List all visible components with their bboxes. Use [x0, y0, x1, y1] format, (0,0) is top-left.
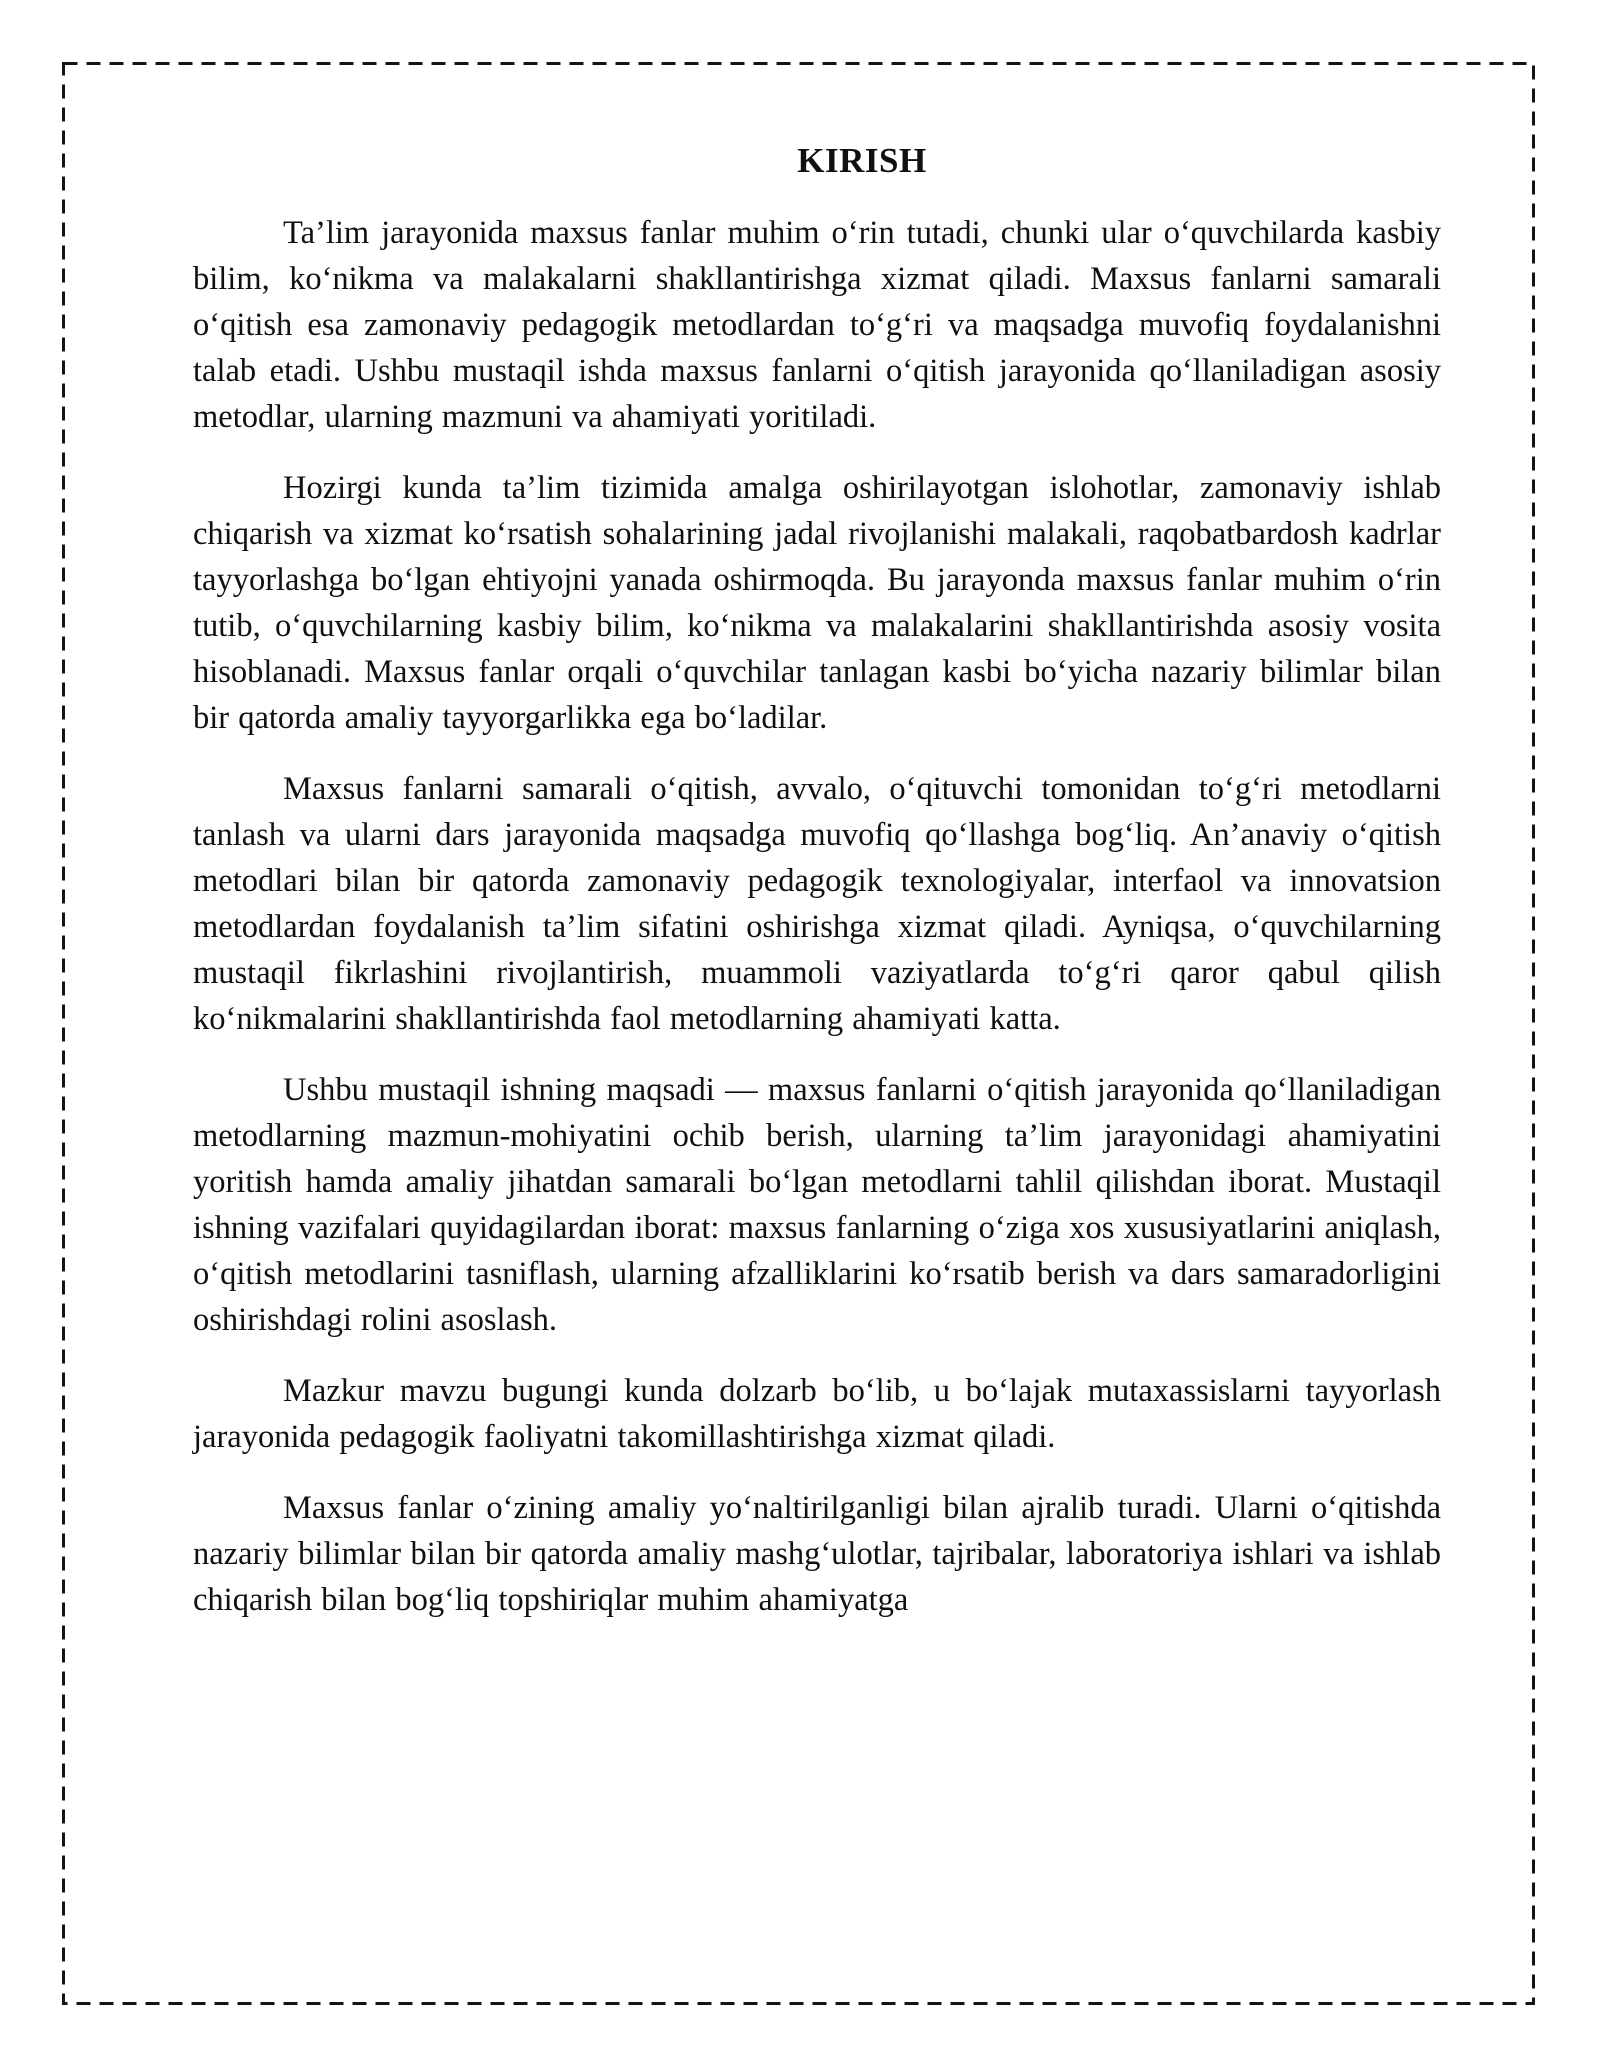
body-paragraph: Ta’lim jarayonida maxsus fanlar muhim oʻrin tutadi, chunki ular oʻquvchilarda kasbiy bilim, koʻnikma va malakalarni shakllantirishga xizmat qiladi. Maxsus fanlarni samarali oʻqitish esa zamonaviy pedagogik metodlardan toʻgʻri va maqsadga muvofiq foydalanishni talab etadi. Ushbu mustaqil ishda maxsus fanlarni oʻqitish jarayonida qoʻllaniladigan asosiy metodlar, ularning mazmuni va ahamiyati yoritiladi. — [193, 215, 1441, 435]
body-paragraph: Ushbu mustaqil ishning maqsadi — maxsus fanlarni oʻqitish jarayonida qoʻllaniladigan metodlarning mazmun-mohiyatini ochib berish, ularning ta’lim jarayonidagi ahamiyatini yoritish hamda amaliy jihatdan samarali boʻlgan metodlarni tahlil qilishdan iborat. Mustaqil ishning vazifalari quyidagilardan iborat: maxsus fanlarning oʻziga xos xususiyatlarini aniqlash, oʻqitish metodlarini tasniflash, ularning afzalliklarini koʻrsatib berish va dars samaradorligini oshirishdagi rolini asoslash. — [193, 1072, 1441, 1338]
body-paragraph: Hozirgi kunda ta’lim tizimida amalga oshirilayotgan islohotlar, zamonaviy ishlab chiqarish va xizmat koʻrsatish sohalarining jadal rivojlanishi malakali, raqobatbardosh kadrlar tayyorlashga boʻlgan ehtiyojni yanada oshirmoqda. Bu jarayonda maxsus fanlar muhim oʻrin tutib, oʻquvchilarning kasbiy bilim, koʻnikma va malakalarini shakllantirishda asosiy vosita hisoblanadi. Maxsus fanlar orqali oʻquvchilar tanlagan kasbi boʻyicha nazariy bilimlar bilan bir qatorda amaliy tayyorgarlikka ega boʻladilar. — [193, 470, 1441, 736]
body-paragraph: Maxsus fanlar oʻzining amaliy yoʻnaltirilganligi bilan ajralib turadi. Ularni oʻqitishda nazariy bilimlar bilan bir qatorda amaliy mashgʻulotlar, tajribalar, laboratoriya ishlari va ishlab chiqarish bilan bogʻliq topshiriqlar muhim ahamiyatga — [193, 1490, 1441, 1618]
body-paragraph: Mazkur mavzu bugungi kunda dolzarb boʻlib, u boʻlajak mutaxassislarni tayyorlash jarayonida pedagogik faoliyatni takomillashtirishga xizmat qiladi. — [193, 1373, 1441, 1455]
body-paragraph: Maxsus fanlarni samarali oʻqitish, avvalo, oʻqituvchi tomonidan toʻgʻri metodlarni tanlash va ularni dars jarayonida maqsadga muvofiq qoʻllashga bogʻliq. An’anaviy oʻqitish metodlari bilan bir qatorda zamonaviy pedagogik texnologiyalar, interfaol va innovatsion metodlardan foydalanish ta’lim sifatini oshirishga xizmat qiladi. Ayniqsa, oʻquvchilarning mustaqil fikrlashini rivojlantirish, muammoli vaziyatlarda toʻgʻri qaror qabul qilish koʻnikmalarini shakllantirishda faol metodlarning ahamiyati katta. — [193, 771, 1441, 1037]
page-title: KIRISH — [797, 141, 927, 180]
page-content — [193, 138, 1441, 1623]
